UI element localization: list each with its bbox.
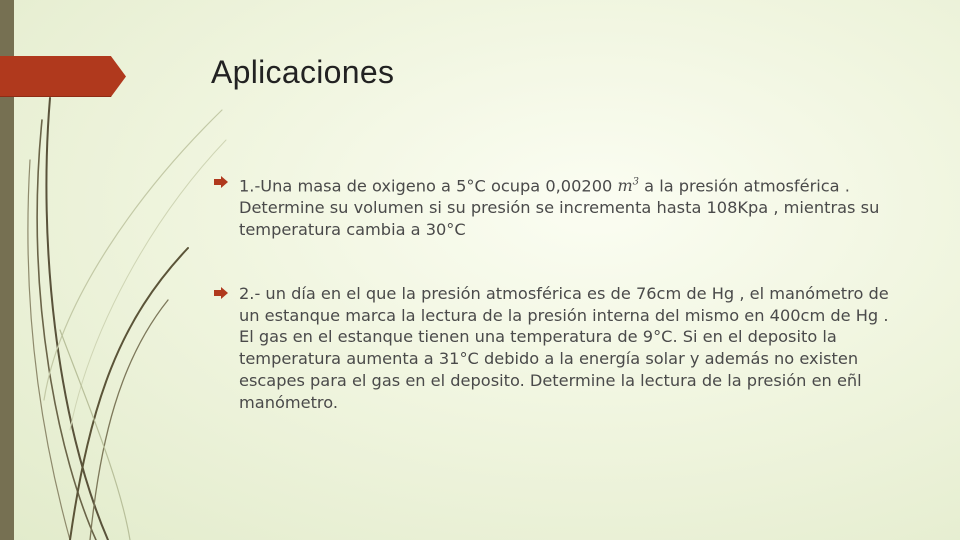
slide-title: Aplicaciones xyxy=(211,54,395,90)
question-2-text: 2.- un día en el que la presión atmosférica es de 76cm de Hg , el manómetro de un estanque marca la lectura de la presión interna del mismo en 400cm de Hg . El gas en el estanque tienen una temperatura de 9°C. Si en el deposito la temperatura aumenta a 31°C debido a la energía solar y además no existen escapes para el gas en el deposito. Determine la lectura de la presión en eñl manómetro. xyxy=(239,283,889,412)
bullet-item xyxy=(214,172,904,241)
arrow-bullet-icon xyxy=(214,176,228,188)
cubic-meter-unit xyxy=(617,176,639,195)
unit-base: m xyxy=(617,176,633,196)
arrow-bullet-icon xyxy=(214,287,228,299)
unit-exponent: 3 xyxy=(632,177,639,188)
title-accent-arrow xyxy=(0,56,126,97)
bullet-item xyxy=(214,283,904,414)
question-1-text-start: 1.-Una masa de oxigeno a 5°C ocupa 0,00200 xyxy=(239,176,618,196)
question-1-text-end: a la presión atmosférica . xyxy=(639,176,850,196)
question-1-continuation: Determine su volumen si su presión se incrementa hasta 108Kpa , mientras su temperatura cambia a 30°C xyxy=(239,198,880,239)
slide-content xyxy=(214,172,904,456)
question-1-first-line xyxy=(239,172,904,197)
